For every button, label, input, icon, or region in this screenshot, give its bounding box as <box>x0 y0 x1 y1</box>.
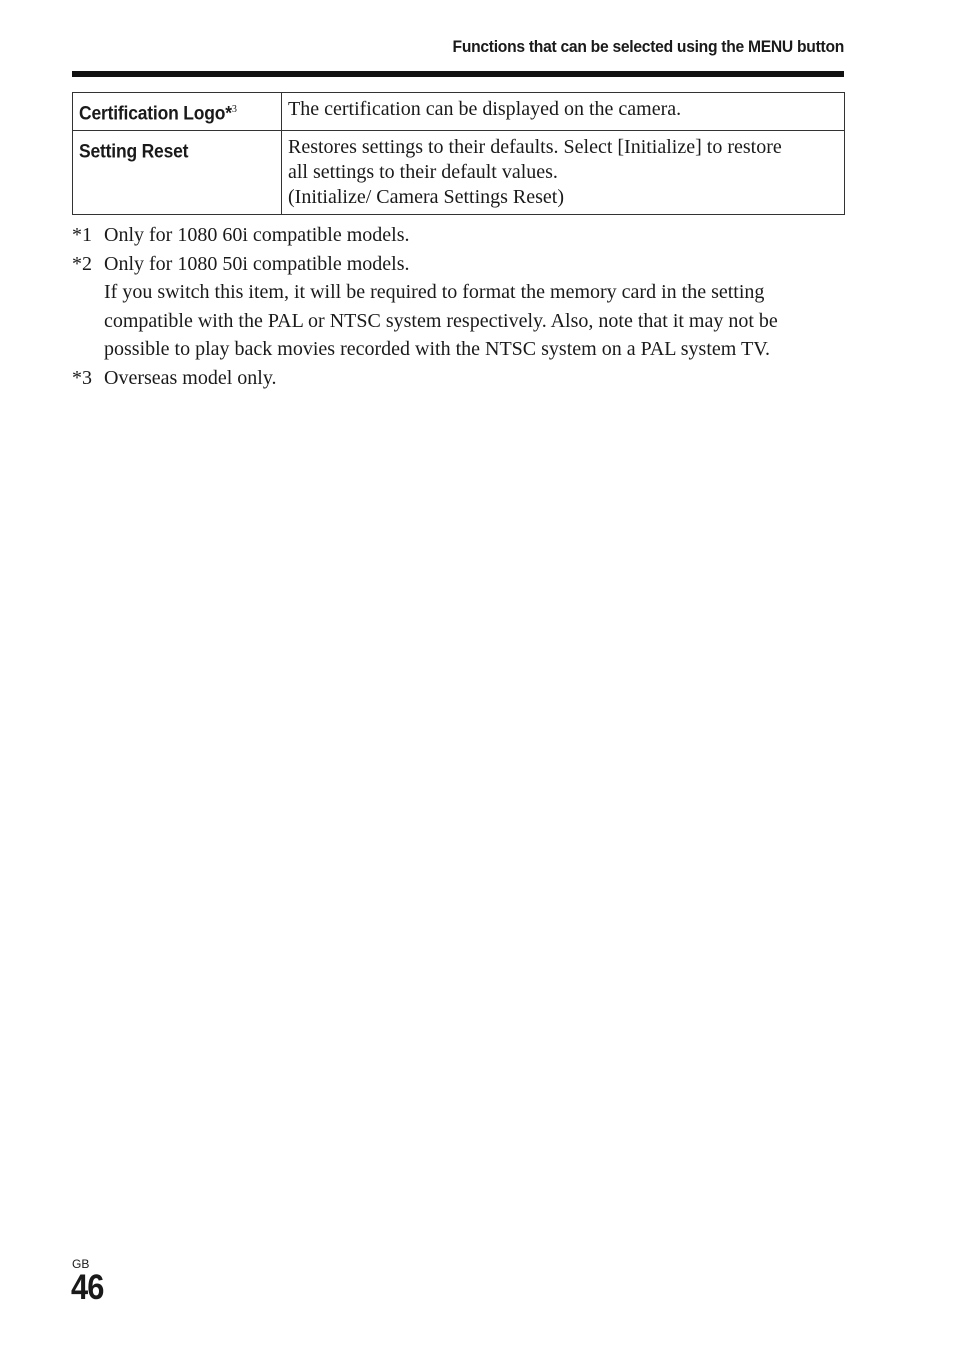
table-row-setting-reset <box>73 131 845 215</box>
footnotes <box>72 221 844 393</box>
settings-table <box>72 92 845 215</box>
setting-name: Setting Reset <box>79 141 189 163</box>
footnote-mark: *2 <box>72 252 92 275</box>
table-row-certification-logo <box>73 93 845 131</box>
page-language-code: GB <box>72 1257 90 1271</box>
setting-name-cell <box>73 93 282 131</box>
footnote <box>72 221 844 250</box>
footnote <box>72 250 844 364</box>
footnote-ref: 3 <box>231 103 237 115</box>
running-header-title: Functions that can be selected using the MENU button <box>452 37 844 56</box>
setting-description-cell <box>282 93 845 131</box>
footnote-text: Only for 1080 50i compatible models. If you switch this item, it will be required to format the memory card in the setting compatible with the PAL or NTSC system respectively. Also, note that it may not be possible to play back movies recorded with the NTSC system on a PAL system TV. <box>104 252 778 361</box>
description-line: The certification can be displayed on the camera. <box>288 98 682 120</box>
footnote-text: Only for 1080 60i compatible models. <box>104 224 410 246</box>
description-line: all settings to their default values. <box>288 161 558 184</box>
header-rule <box>72 71 844 77</box>
footnote-mark: *1 <box>72 224 92 246</box>
description-line: (Initialize/ Camera Settings Reset) <box>288 186 565 209</box>
setting-name: Certification Logo* <box>79 103 232 125</box>
footnote <box>72 364 844 393</box>
footnote-mark: *3 <box>72 366 92 389</box>
page-number: 46 <box>71 1268 104 1307</box>
footnote-text: Overseas model only. <box>104 366 277 389</box>
setting-name-cell <box>73 131 282 215</box>
setting-description-cell <box>282 131 845 215</box>
description-line: Restores settings to their defaults. Select [Initialize] to restore <box>288 136 782 159</box>
